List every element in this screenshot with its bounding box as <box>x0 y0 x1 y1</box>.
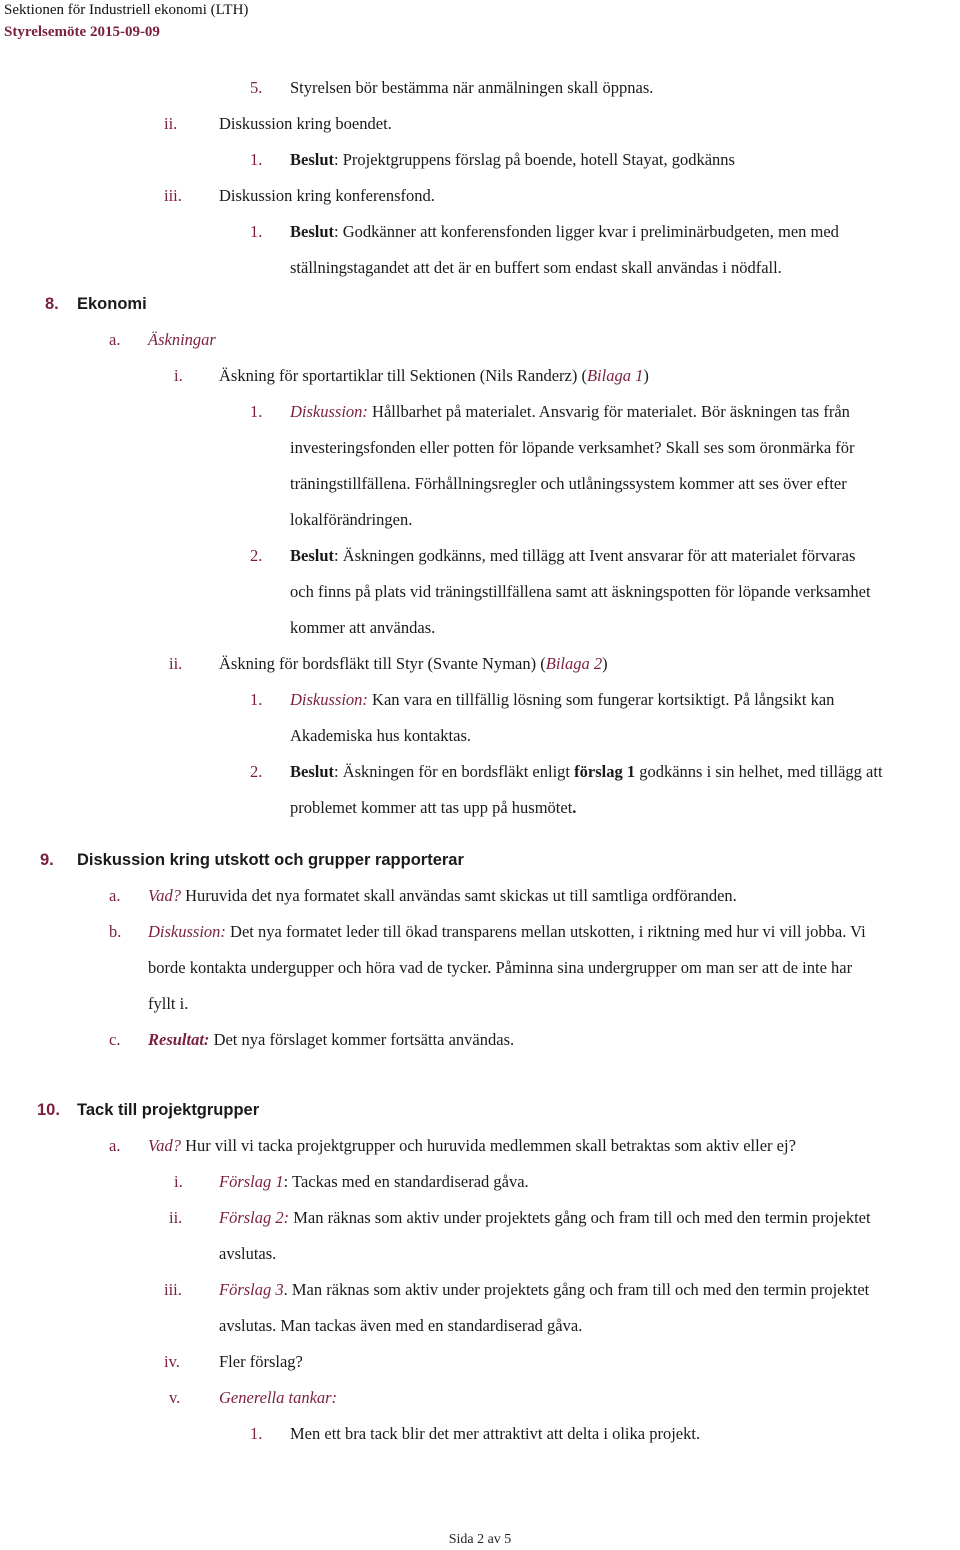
line <box>0 1380 960 1416</box>
item-text: Fler förslag? <box>219 1352 303 1371</box>
line <box>0 106 960 142</box>
item-text: Diskussion: Det nya formatet leder till ökad transparens mellan utskotten, i riktning med hur vi vill jobba. Vi <box>148 922 866 941</box>
what-label: Vad? <box>148 886 181 905</box>
item-text: kommer att användas. <box>290 618 436 637</box>
line <box>0 322 960 358</box>
item-number: 1. <box>250 402 263 421</box>
item-text: avslutas. Man tackas även med en standardiserad gåva. <box>219 1316 583 1335</box>
item-number: i. <box>174 1172 183 1191</box>
attachment-ref: Bilaga 1 <box>586 366 644 385</box>
item-number: iv. <box>164 1352 180 1371</box>
line <box>0 950 960 986</box>
attachment-ref: Bilaga 2 <box>545 654 603 673</box>
item-text: Förslag 3. Man räknas som aktiv under projektets gång och fram till och med den termin projektet <box>219 1280 870 1299</box>
item-number: b. <box>109 922 122 941</box>
discussion-label: Diskussion: <box>290 690 368 709</box>
item-text: Beslut: Äskningen godkänns, med tillägg att Ivent ansvarar för att materialet förvaras <box>290 546 856 565</box>
item-number: 2. <box>250 546 263 565</box>
line <box>0 1164 960 1200</box>
section-title: Tack till projektgrupper <box>77 1101 260 1119</box>
proposal-label: Förslag 3 <box>219 1280 284 1299</box>
minutes-body <box>0 70 960 1452</box>
line <box>0 430 960 466</box>
item-text: investeringsfonden eller potten för löpande verksamhet? Skall ses som öronmärka för <box>290 438 855 457</box>
item-number: 1. <box>250 222 263 241</box>
line <box>0 1236 960 1272</box>
item-text: Beslut: Projektgruppens förslag på boende, hotell Stayat, godkänns <box>290 150 735 169</box>
item-text: Generella tankar: <box>219 1388 338 1407</box>
line <box>0 1200 960 1236</box>
item-text: Äskning för sportartiklar till Sektionen (Nils Randerz) (Bilaga 1) <box>219 366 649 385</box>
item-text: Diskussion: Hållbarhet på materialet. Ansvarig för materialet. Bör äskningen tas från <box>290 402 850 421</box>
line <box>0 682 960 718</box>
line <box>0 1344 960 1380</box>
line <box>0 718 960 754</box>
item-number: i. <box>174 366 183 385</box>
line <box>0 1128 960 1164</box>
item-text: Akademiska hus kontaktas. <box>290 726 472 745</box>
item-text: Resultat: Det nya förslaget kommer fortsätta användas. <box>148 1030 515 1049</box>
item-text: Men ett bra tack blir det mer attraktivt att delta i olika projekt. <box>290 1424 701 1443</box>
proposal-label: Förslag 2: <box>219 1208 290 1227</box>
item-text: Beslut: Äskningen för en bordsfläkt enligt förslag 1 godkänns i sin helhet, med tillägg att <box>290 762 883 781</box>
subsection-title: Äskningar <box>148 330 216 349</box>
item-text: Diskussion kring boendet. <box>219 114 392 133</box>
what-label: Vad? <box>148 1136 181 1155</box>
line <box>0 250 960 286</box>
line <box>0 142 960 178</box>
line <box>0 214 960 250</box>
line <box>0 986 960 1022</box>
item-number: v. <box>169 1388 181 1407</box>
item-text: Diskussion kring konferensfond. <box>219 186 435 205</box>
decision-label: Beslut <box>290 222 335 241</box>
section-title: Diskussion kring utskott och grupper rapporterar <box>77 851 464 869</box>
item-number: 1. <box>250 690 263 709</box>
line <box>0 70 960 106</box>
line <box>0 646 960 682</box>
line <box>0 574 960 610</box>
line <box>0 790 960 826</box>
line <box>0 1022 960 1058</box>
item-text: problemet kommer att tas upp på husmötet. <box>290 798 577 817</box>
item-text: och finns på plats vid träningstillfällena samt att äskningspotten för löpande verksamhet <box>290 582 871 601</box>
line <box>0 1416 960 1452</box>
item-number: iii. <box>164 1280 182 1299</box>
item-number: ii. <box>164 114 178 133</box>
item-text: träningstillfällena. Förhållningsregler och utlåningssystem kommer att ses över efter <box>290 474 847 493</box>
item-number: 1. <box>250 1424 263 1443</box>
line <box>0 610 960 646</box>
item-number: 1. <box>250 150 263 169</box>
line <box>0 878 960 914</box>
item-number: 5. <box>250 78 263 97</box>
section-number: 10. <box>37 1101 60 1119</box>
decision-label: Beslut <box>290 546 335 565</box>
meeting-title: Styrelsemöte 2015-09-09 <box>4 24 160 40</box>
line <box>0 358 960 394</box>
section-number: 8. <box>45 295 59 313</box>
item-text: Diskussion: Kan vara en tillfällig lösning som fungerar kortsiktigt. På långsikt kan <box>290 690 835 709</box>
page-header <box>4 0 248 42</box>
item-number: a. <box>109 1136 121 1155</box>
item-number: a. <box>109 330 121 349</box>
line <box>0 754 960 790</box>
item-text: fyllt i. <box>148 994 189 1013</box>
line <box>0 394 960 430</box>
item-text: borde kontakta undergupper och höra vad de tycker. Påminna sina undergrupper om man ser att de inte har <box>148 958 853 977</box>
item-text: lokalförändringen. <box>290 510 413 529</box>
proposal-label: Förslag 1 <box>219 1172 284 1191</box>
section-title: Ekonomi <box>77 295 147 313</box>
item-text: ställningstagandet att det är en buffert som endast skall användas i nödfall. <box>290 258 782 277</box>
result-label: Resultat: <box>148 1030 210 1049</box>
item-number: 2. <box>250 762 263 781</box>
item-text: avslutas. <box>219 1244 277 1263</box>
item-text: Vad? Huruvida det nya formatet skall användas samt skickas ut till samtliga ordföranden. <box>148 886 737 905</box>
line <box>0 538 960 574</box>
item-text: Äskning för bordsfläkt till Styr (Svante Nyman) (Bilaga 2) <box>219 654 608 673</box>
item-number: ii. <box>169 1208 183 1227</box>
discussion-label: Diskussion: <box>148 922 226 941</box>
line <box>0 178 960 214</box>
org-name: Sektionen för Industriell ekonomi (LTH) <box>4 2 249 18</box>
item-number: iii. <box>164 186 182 205</box>
line <box>0 914 960 950</box>
item-text: Förslag 1: Tackas med en standardiserad gåva. <box>219 1172 529 1191</box>
item-number: a. <box>109 886 121 905</box>
section-heading <box>0 286 960 322</box>
item-number: c. <box>109 1030 121 1049</box>
line <box>0 466 960 502</box>
line <box>0 502 960 538</box>
section-number: 9. <box>40 851 54 869</box>
page-number: Sida 2 av 5 <box>448 1532 512 1547</box>
item-text: Förslag 2: Man räknas som aktiv under projektets gång och fram till och med den termin projektet <box>219 1208 871 1227</box>
line <box>0 1272 960 1308</box>
discussion-label: Diskussion: <box>290 402 368 421</box>
line <box>0 1308 960 1344</box>
item-text: Styrelsen bör bestämma när anmälningen skall öppnas. <box>290 78 654 97</box>
decision-label: Beslut <box>290 150 335 169</box>
decision-label: Beslut <box>290 762 335 781</box>
section-heading <box>0 1092 960 1128</box>
item-text: Beslut: Godkänner att konferensfonden ligger kvar i preliminärbudgeten, men med <box>290 222 839 241</box>
item-text: Vad? Hur vill vi tacka projektgrupper och huruvida medlemmen skall betraktas som aktiv eller ej? <box>148 1136 796 1155</box>
item-number: ii. <box>169 654 183 673</box>
section-heading <box>0 842 960 878</box>
